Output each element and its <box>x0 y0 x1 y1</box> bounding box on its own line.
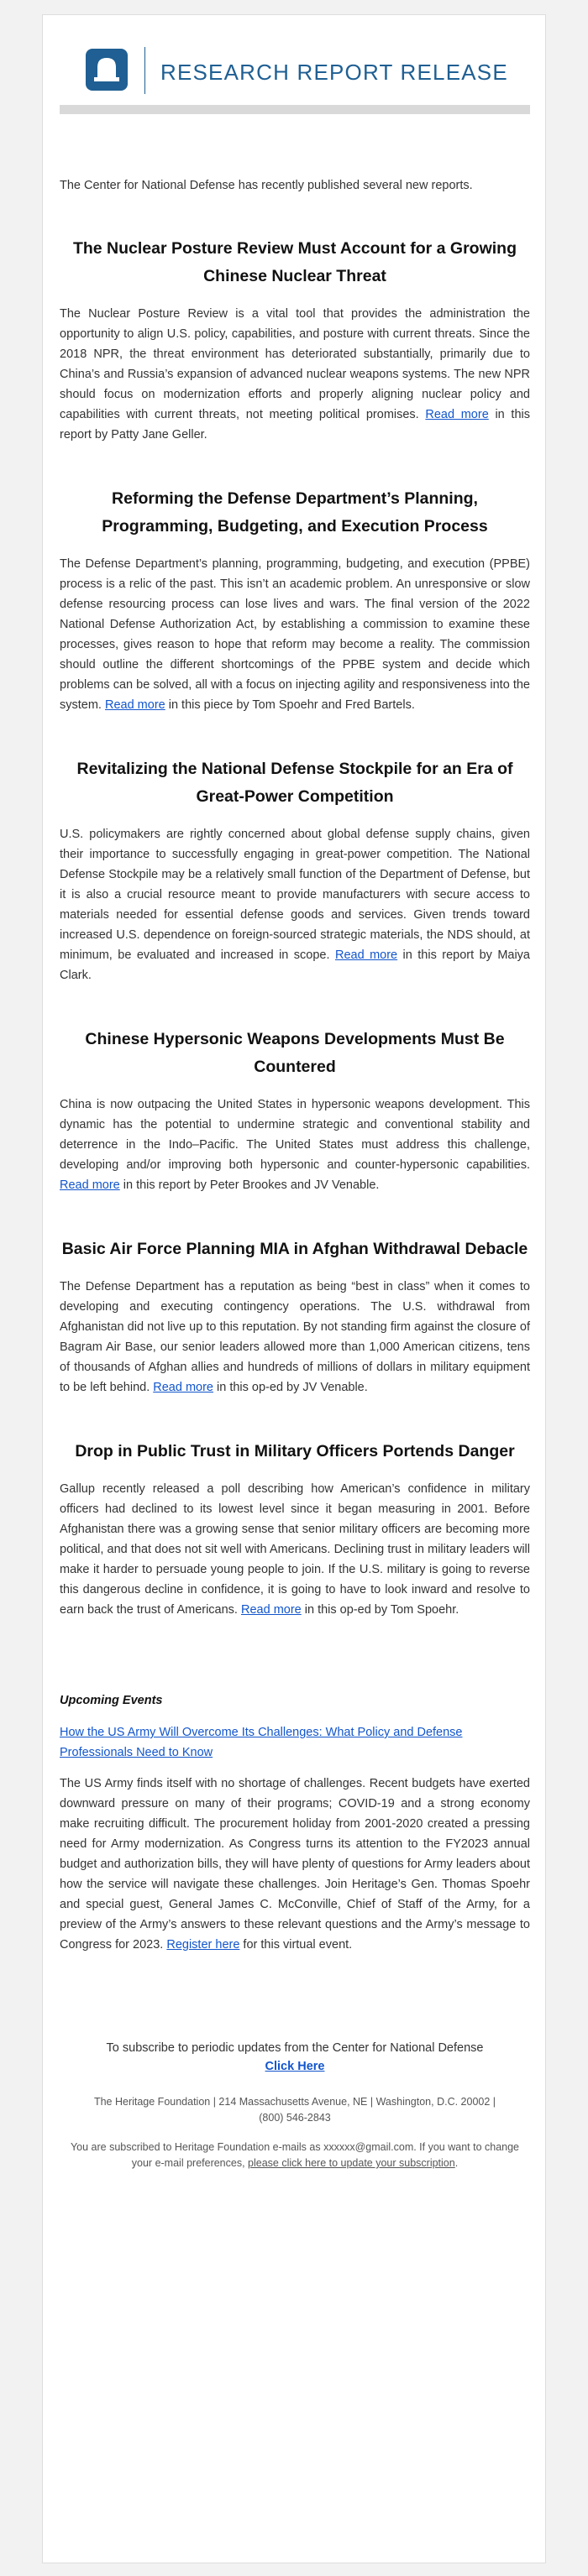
subscribe-click-here <box>60 2057 530 2076</box>
read-more-link[interactable]: Read more <box>334 948 398 962</box>
article-3 <box>60 755 530 985</box>
footer-address <box>60 2094 530 2126</box>
events-heading: Upcoming Events <box>60 1694 163 1707</box>
read-more-link[interactable]: Read more <box>241 1603 302 1617</box>
read-more-link[interactable]: Read more <box>60 1178 120 1192</box>
read-more-link[interactable]: Read more <box>425 408 489 421</box>
upcoming-events <box>60 1694 530 1955</box>
page-title: RESEARCH REPORT RELEASE <box>160 60 508 85</box>
article-1 <box>60 235 530 445</box>
bell-logo-icon <box>86 49 128 91</box>
read-more-link[interactable]: Read more <box>153 1381 213 1394</box>
article-body: Gallup recently released a poll describing how American’s confidence in military officers had declined to its lowest level since it began measuring in 2001. Before Afghanistan there was a growing sense that senior military officers are becoming more political, and that does not sit well with Americans. Declining trust in military leaders will make it harder to persuade young people to join. If the U.S. military is going to reverse this dangerous decline in confidence, it is going to have to look inward and resolve to earn back the trust of Americans. Read more in this op-ed by Tom Spoehr. <box>60 1482 530 1617</box>
article-body: The Defense Department’s planning, programming, budgeting, and execution (PPBE) process is a relic of the past. This isn’t an academic problem. An unresponsive or slow defense resourcing process can lose lives and wars. The final version of the 2022 National Defense Authorization Act, by establishing a commission to examine these processes, gives reason to hope that reform may become a reality. The commission should outline the different shortcomings of the PPBE system and decide which problems can be solved, all with a focus on injecting agility and responsiveness into the system. Read more in this piece by Tom Spoehr and Fred Bartels. <box>60 557 530 712</box>
click-here-link[interactable]: Click Here <box>265 2060 325 2073</box>
article-body: U.S. policymakers are rightly concerned about global defense supply chains, given their importance to successfully engaging in great-power competition. The National Defense Stockpile may be a relatively small function of the Department of Defense, but it is also a crucial resource meant to provide manufacturers with secure access to materials needed for essential defense goods and services. Given trends toward increased U.S. dependence on foreign-sourced strategic materials, the NDS should, at minimum, be evaluated and increased in scope. Read more in this report by Maiya Clark. <box>60 828 530 982</box>
main-content <box>60 154 530 2171</box>
address-line-1: The Heritage Foundation | 214 Massachusetts Avenue, NE | Washington, D.C. 20002 | <box>93 2096 496 2108</box>
update-subscription-link[interactable]: please click here to update your subscription <box>248 2157 455 2169</box>
article-title: Basic Air Force Planning MIA in Afghan Withdrawal Debacle <box>61 1240 528 1258</box>
intro-text: The Center for National Defense has recently published several new reports. <box>60 179 473 192</box>
article-body: The Nuclear Posture Review is a vital tool that provides the administration the opportunity to align U.S. policy, capabilities, and posture with current threats. Since the 2018 NPR, the threat environment has deteriorated substantially, primarily due to China’s and Russia’s expansion of advanced nuclear weapons systems. The new NPR should focus on modernization efforts and properly aligning nuclear policy and capabilities with current threats, not meeting political promises. Read more in this report by Patty Jane Geller. <box>60 307 530 442</box>
address-line-2: (800) 546-2843 <box>259 2112 331 2124</box>
article-6 <box>60 1438 530 1620</box>
subscription-note: You are subscribed to Heritage Foundation e-mails as xxxxxx@gmail.com. If you want to change your e-mail preferences, please click here to update your subscription. <box>70 2141 520 2169</box>
article-body: China is now outpacing the United States in hypersonic weapons development. This dynamic has the potential to undermine strategic and conventional stability and deterrence in the Indo–Pacific. The United States must address this challenge, developing and/or improving both hypersonic and counter-hypersonic capabilities. Read more in this report by Peter Brookes and JV Venable. <box>60 1098 530 1192</box>
article-title: Chinese Hypersonic Weapons Developments Must Be Countered <box>85 1030 505 1076</box>
email-card <box>42 14 546 2563</box>
article-title: The Nuclear Posture Review Must Account for a Growing Chinese Nuclear Threat <box>72 239 517 285</box>
subscribe-text: To subscribe to periodic updates from the Center for National Defense <box>106 2041 484 2055</box>
article-5 <box>60 1236 530 1398</box>
article-title: Drop in Public Trust in Military Officers Portends Danger <box>75 1442 515 1460</box>
article-4 <box>60 1026 530 1195</box>
read-more-link[interactable]: Read more <box>104 698 165 712</box>
event-title-link[interactable]: How the US Army Will Overcome Its Challenges: What Policy and Defense Professionals Need to Know <box>60 1726 463 1759</box>
article-2 <box>60 485 530 715</box>
register-here-link[interactable]: Register here <box>166 1938 240 1952</box>
header <box>43 15 545 103</box>
footer <box>60 2039 530 2171</box>
article-title: Reforming the Defense Department’s Planning, Programming, Budgeting, and Execution Process <box>102 489 488 536</box>
header-divider-bar <box>60 105 530 114</box>
article-body: The Defense Department has a reputation as being “best in class” when it comes to developing and executing contingency operations. The U.S. withdrawal from Afghanistan did not live up to this reputation. By not standing firm against the closure of Bagram Air Base, our senior leaders allowed more than 1,000 American citizens, tens of thousands of Afghan allies and hundreds of millions of dollars in military equipment to be left behind. Read more in this op-ed by JV Venable. <box>60 1280 530 1394</box>
article-title: Revitalizing the National Defense Stockpile for an Era of Great-Power Competition <box>76 760 513 806</box>
event-body: The US Army finds itself with no shortage of challenges. Recent budgets have exerted downward pressure on many of their programs; COVID-19 and a strong economy make recruiting difficult. The procurement holiday from 2001-2020 created a pressing need for Army modernization. As Congress turns its attention to the FY2023 annual budget and authorization bills, they will have plenty of questions for Army leaders about how the service will navigate these challenges. Join Heritage’s Gen. Thomas Spoehr and special guest, General James C. McConville, Chief of Staff of the Army, for a preview of the Army’s answers to these relevant questions and the Army’s message to Congress for 2023. Register here for this virtual event. <box>60 1777 530 1952</box>
event-title <box>60 1722 530 1763</box>
logo-divider <box>144 47 145 94</box>
